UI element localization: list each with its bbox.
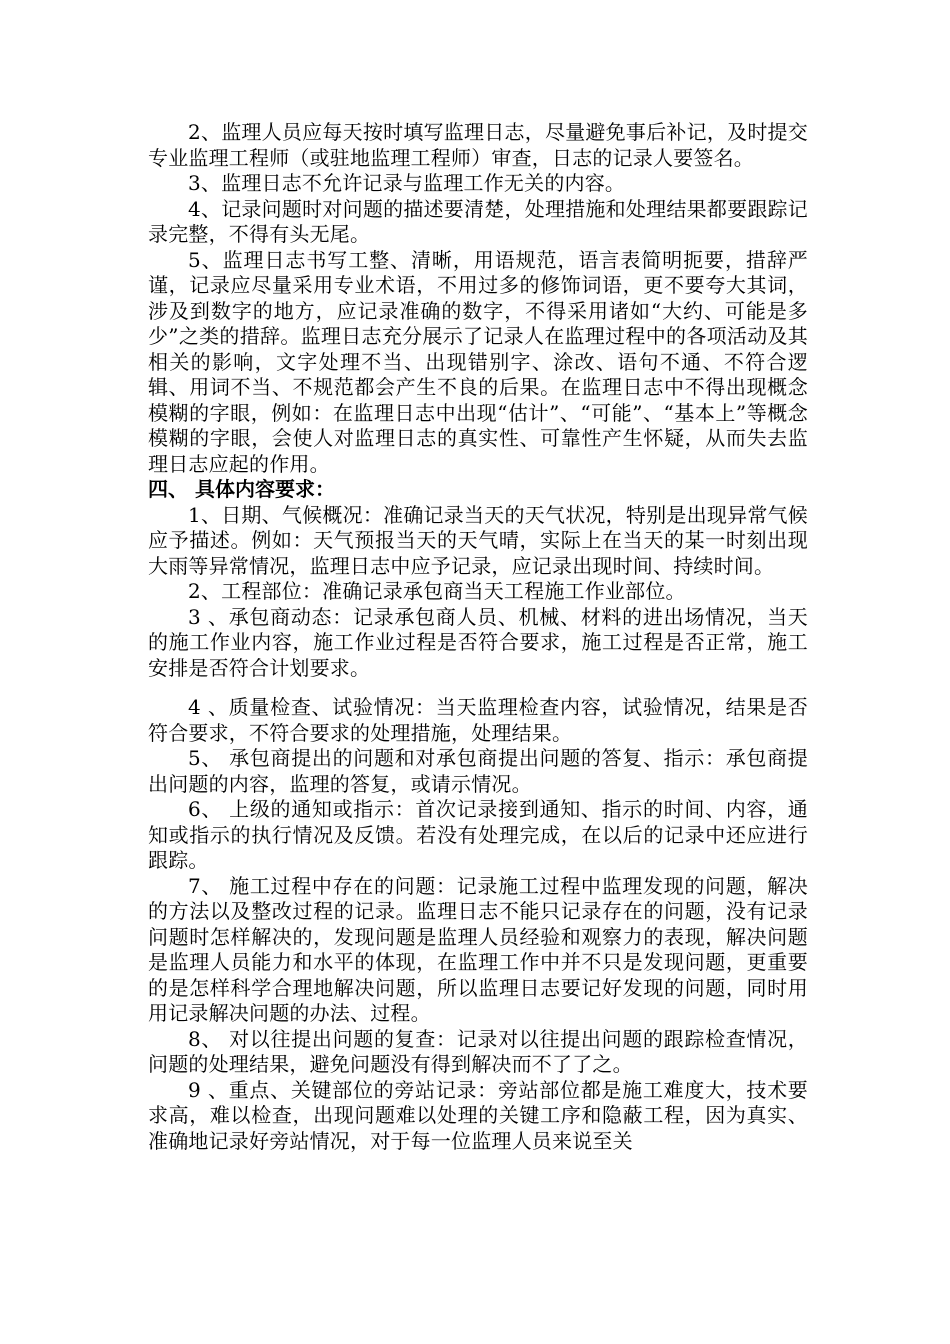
requirement-item-6: 6、 上级的通知或指示：首次记录接到通知、指示的时间、内容，通知或指示的执行情况及反馈。若没有处理完成，在以后的记录中还应进行跟踪。 [148, 797, 808, 872]
requirement-item-9: 9 、重点、关键部位的旁站记录：旁站部位都是施工难度大，技术要求高，难以检查，出现问题难以处理的关键工序和隐蔽工程，因为真实、准确地记录好旁站情况，对于每一位监理人员来说至关 [148, 1077, 808, 1153]
requirement-item-2: 2、工程部位：准确记录承包商当天工程施工作业部位。 [188, 579, 686, 603]
paragraph-item-3: 3、监理日志不允许记录与监理工作无关的内容。 [188, 171, 626, 195]
requirement-item-8: 8、 对以往提出问题的复查：记录对以往提出问题的跟踪检查情况，问题的处理结果，避免问题没有得到解决而不了了之。 [148, 1026, 808, 1076]
section-heading: 四、 具体内容要求： [148, 477, 335, 501]
paragraph-item-5: 5、监理日志书写工整、清晰，用语规范，语言表简明扼要，措辞严谨，记录应尽量采用专业术语，不用过多的修饰词语，更不要夸大其词，涉及到数字的地方，应记录准确的数字，不得采用诸如“大约、可能是多少”之类的措辞。监理日志充分展示了记录人在监理过程中的各项活动及其相关的影响，文字处理不当、出现错别字、涂改、语句不通、不符合逻辑、用词不当、不规范都会产生不良的后果。在监理日志中不得出现概念模糊的字眼，例如：在监理日志中出现“估计”、“可能”、“基本上”等概念模糊的字眼，会使人对监理日志的真实性、可靠性产生怀疑，从而失去监理日志应起的作用。 [148, 247, 808, 476]
paragraph-item-2: 2、监理人员应每天按时填写监理日志，尽量避免事后补记，及时提交专业监理工程师（或驻地监理工程师）审查，日志的记录人要签名。 [148, 120, 808, 170]
requirement-item-7: 7、 施工过程中存在的问题：记录施工过程中监理发现的问题，解决的方法以及整改过程的记录。监理日志不能只记录存在的问题，没有记录问题时怎样解决的，发现问题是监理人员经验和观察力的表现，解决问题是监理人员能力和水平的体现，在监理工作中并不只是发现问题，更重要的是怎样科学合理地解决问题，所以监理日志要记好发现的问题，同时用用记录解决问题的办法、过程。 [148, 873, 808, 1025]
requirement-item-3: 3 、承包商动态：记录承包商人员、机械、材料的进出场情况，当天的施工作业内容，施工作业过程是否符合要求，施工过程是否正常，施工安排是否符合计划要求。 [148, 604, 808, 680]
paragraph-item-4: 4、记录问题时对问题的描述要清楚，处理措施和处理结果都要跟踪记录完整，不得有头无尾。 [148, 196, 808, 246]
requirement-item-5: 5、 承包商提出的问题和对承包商提出问题的答复、指示：承包商提出问题的内容，监理的答复，或请示情况。 [148, 746, 808, 796]
requirement-item-1: 1、日期、气候概况：准确记录当天的天气状况，特别是出现异常气候应予描述。例如：天气预报当天的天气晴，实际上在当天的某一时刻出现大雨等异常情况，监理日志中应予记录，应记录出现时间、持续时间。 [148, 502, 808, 578]
requirement-item-4: 4 、质量检查、试验情况：当天监理检查内容，试验情况，结果是否符合要求，不符合要求的处理措施，处理结果。 [148, 695, 808, 745]
document-page [148, 120, 808, 1154]
